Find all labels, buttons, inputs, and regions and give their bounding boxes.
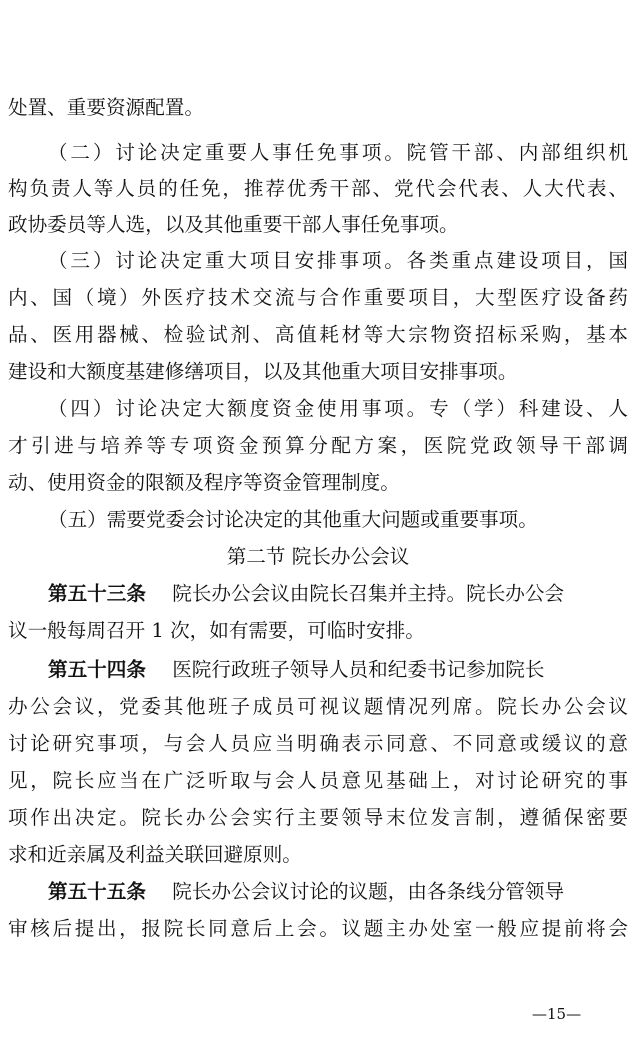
article-text: 医院行政班子领导人员和纪委书记参加院长 [172, 658, 545, 681]
paragraph-line: 才引进与培养等专项资金预算分配方案，医院党政领导干部调 [8, 434, 628, 457]
paragraph-line: 品、医用器械、检验试剂、高值耗材等大宗物资招标采购，基本 [8, 323, 628, 346]
paragraph-line: 见，院长应当在广泛听取与会人员意见基础上，对讨论研究的事 [8, 769, 628, 792]
page-number: —15— [532, 1005, 582, 1023]
paragraph-line: 审核后提出，报院长同意后上会。议题主办处室一般应提前将会 [8, 917, 628, 940]
section-heading: 第二节 院长办公会议 [226, 545, 410, 568]
paragraph-line: 内、国（境）外医疗技术交流与合作重要项目，大型医疗设备药 [8, 286, 628, 309]
paragraph-line: 建设和大额度基建修缮项目，以及其他重大项目安排事项。 [8, 360, 518, 383]
article-54-first-line [8, 652, 628, 688]
article-53-first-line [8, 576, 628, 612]
article-55-first-line [8, 874, 628, 910]
paragraph-line: 构负责人等人员的任免，推荐优秀干部、党代会代表、人大代表、 [8, 177, 628, 200]
paragraph-line: （五）需要党委会讨论决定的其他重大问题或重要事项。 [48, 508, 538, 531]
paragraph-line: 办公会议，党委其他班子成员可视议题情况列席。院长办公会议 [8, 695, 628, 718]
paragraph-line: 讨论研究事项，与会人员应当明确表示同意、不同意或缓议的意 [8, 732, 628, 755]
paragraph-line: （四）讨论决定大额度资金使用事项。专（学）科建设、人 [48, 397, 628, 420]
paragraph-line: 项作出决定。院长办公会实行主要领导末位发言制，遵循保密要 [8, 806, 628, 829]
article-text: 院长办公会议由院长召集并主持。院长办公会 [172, 582, 565, 605]
article-label: 第五十四条 [48, 658, 146, 681]
article-label: 第五十三条 [48, 582, 146, 605]
paragraph-line: （三）讨论决定重大项目安排事项。各类重点建设项目，国 [48, 249, 628, 272]
paragraph-line: 议一般每周召开 1 次，如有需要，可临时安排。 [8, 619, 425, 642]
paragraph-line: 求和近亲属及利益关联回避原则。 [8, 843, 302, 866]
paragraph-line: 政协委员等人选，以及其他重要干部人事任免事项。 [8, 213, 459, 236]
paragraph-line: （二）讨论决定重要人事任免事项。院管干部、内部组织机 [48, 141, 628, 164]
article-label: 第五十五条 [48, 880, 146, 903]
article-text: 院长办公会议讨论的议题，由各条线分管领导 [172, 880, 565, 903]
paragraph-line: 动、使用资金的限额及程序等资金管理制度。 [8, 471, 400, 494]
paragraph-line: 处置、重要资源配置。 [8, 96, 204, 119]
